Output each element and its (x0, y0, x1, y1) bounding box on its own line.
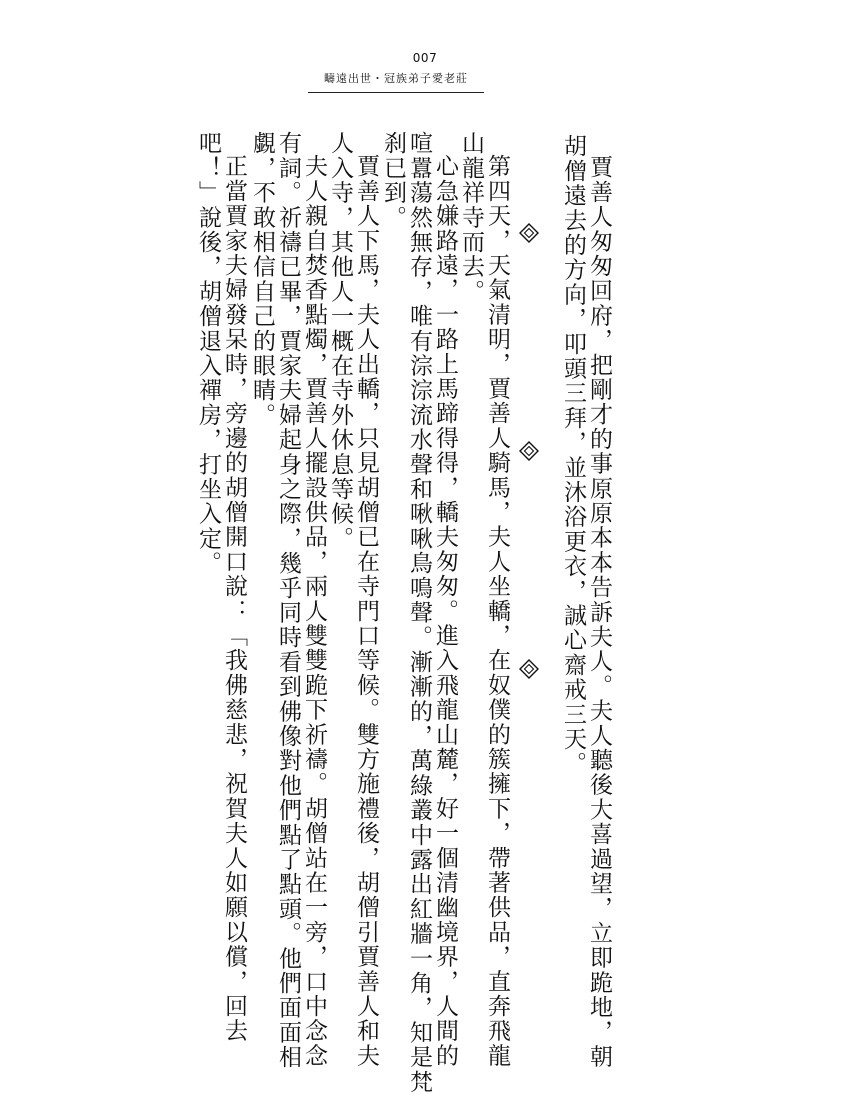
text-column: 刹已到。 (380, 131, 406, 230)
text-column: 正當賈家夫婦發呆時，旁邊的胡僧開口說：「我佛慈悲，祝賀夫人如願以償，回去 (221, 154, 247, 1044)
diamond-ornament-icon (519, 441, 539, 461)
text-column: 吧！」說後，胡僧退入禪房，打坐入定。 (195, 131, 221, 576)
diamond-ornament-icon (519, 659, 539, 679)
text-column: 心急嫌路遠，一路上馬蹄得得，轎夫匆匆。進入飛龍山麓，好一個清幽境界，人間的 (432, 154, 458, 1068)
text-column: 胡僧遠去的方向，叩頭三拜，並沐浴更衣，誠心齋戒三天。 (560, 134, 586, 777)
text-column: 喧囂蕩然無存，唯有淙淙流水聲和啾啾鳥鳴聲。漸漸的，萬綠叢中露出紅牆一角，知是梵 (406, 131, 432, 1094)
text-column: 山龍祥寺而去。 (458, 131, 484, 304)
page-number: 007 (412, 51, 438, 65)
text-column: 賈善人匆匆回府，把剛才的事原原本本告訴夫人。夫人聽後大喜過望，立即跪地，朝 (586, 155, 612, 1069)
text-column: 第四天，天氣清明，賈善人騎馬，夫人坐轎，在奴僕的簇擁下，帶著供品，直奔飛龍 (484, 154, 510, 1068)
text-column: 覷，不敢相信自己的眼睛。 (249, 131, 275, 428)
text-column: 有詞。祈禱已畢，賈家夫婦起身之際，幾乎同時看到佛像對他們點了點頭。他們面面相 (275, 131, 301, 1070)
text-column: 人入寺，其他人一概在寺外休息等候。 (327, 131, 353, 551)
text-column: 夫人親自焚香點燭，賈善人擺設供品，兩人雙雙跪下祈禱。胡僧站在一旁，口中念念 (301, 154, 327, 1068)
running-head: 疇遠出世・冠族弟子愛老莊 (308, 70, 484, 93)
text-column: 賈善人下馬，夫人出轎，只見胡僧已在寺門口等候。雙方施禮後，胡僧引賈善人和夫 (353, 154, 379, 1068)
diamond-ornament-icon (519, 223, 539, 243)
